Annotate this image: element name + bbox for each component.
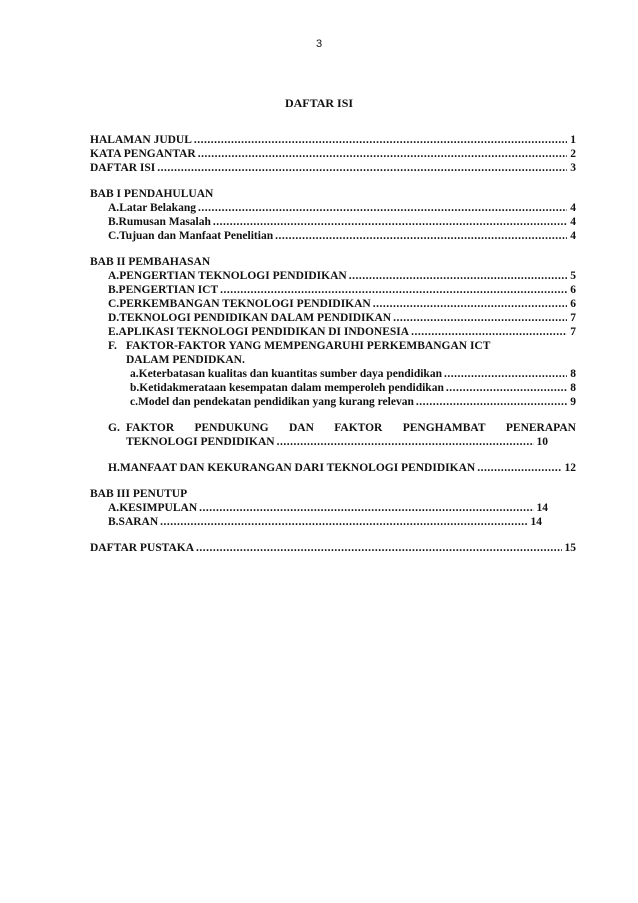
toc-entry-daftar-isi[interactable] xyxy=(90,161,576,175)
dot-leader xyxy=(220,283,567,297)
toc-entry-page: 15 xyxy=(564,542,576,554)
dot-leader xyxy=(349,269,568,283)
toc-entry-page: 14 xyxy=(530,516,542,528)
toc-entry-bab2-f-continued: DALAM PENDIDKAN. xyxy=(126,354,245,366)
dot-leader xyxy=(194,133,567,147)
toc-entry-letter: C. xyxy=(108,230,120,242)
toc-entry-page: 7 xyxy=(570,326,576,338)
toc-entry-bab3-a[interactable] xyxy=(90,501,548,515)
toc-entry-halaman-judul[interactable] xyxy=(90,133,576,147)
toc-entry-label: TEKNOLOGI PENDIDIKAN DALAM PENDIDIKAN xyxy=(119,312,392,324)
toc-entry-daftar-pustaka[interactable] xyxy=(90,541,576,555)
chapter-heading-bab-1: BAB I PENDAHULUAN xyxy=(90,188,214,200)
chapter-heading-bab-2: BAB II PEMBAHASAN xyxy=(90,256,211,268)
toc-entry-label: PENGERTIAN TEKNOLOGI PENDIDIKAN xyxy=(119,270,347,282)
toc-word: PENGHAMBAT xyxy=(402,422,486,434)
dot-leader xyxy=(446,381,567,395)
toc-entry-bab2-d[interactable] xyxy=(90,311,576,325)
toc-entry-label: HALAMAN JUDUL xyxy=(90,134,192,146)
toc-entry-label: KATA PENGANTAR xyxy=(90,148,196,160)
toc-entry-label: Model dan pendekatan pendidikan yang kurang relevan xyxy=(137,396,414,408)
toc-entry-label: APLIKASI TEKNOLOGI PENDIDIKAN DI INDONESIA xyxy=(118,326,410,338)
toc-entry-label: DAFTAR PUSTAKA xyxy=(90,542,195,554)
toc-entry-bab2-f[interactable] xyxy=(90,339,576,353)
toc-entry-label: Keterbatasan kualitas dan kuantitas sumber daya pendidikan xyxy=(138,368,442,380)
toc-entry-letter: B. xyxy=(108,284,119,296)
toc-entry-label: MANFAAT DAN KEKURANGAN DARI TEKNOLOGI PENDIDIKAN xyxy=(119,462,476,474)
toc-word: FAKTOR xyxy=(334,422,383,434)
toc-entry-page: 7 xyxy=(570,312,576,324)
toc-entry-letter: c. xyxy=(130,396,138,408)
dot-leader xyxy=(393,311,567,325)
toc-entry-page: 8 xyxy=(570,382,576,394)
dot-leader xyxy=(444,367,567,381)
page-title: DAFTAR ISI xyxy=(284,96,354,110)
dot-leader xyxy=(198,147,568,161)
toc-word: DAN xyxy=(288,422,314,434)
toc-subentry-bab2-f-c[interactable] xyxy=(90,395,576,409)
toc-word: FAKTOR xyxy=(126,422,175,434)
toc-entry-letter: H. xyxy=(108,462,120,474)
toc-entry-page: 5 xyxy=(570,270,576,282)
toc-entry-page: 10 xyxy=(536,436,548,448)
toc-entry-letter: G. xyxy=(108,422,120,434)
toc-entry-letter: D. xyxy=(108,312,120,324)
toc-entry-page: 12 xyxy=(564,462,576,474)
toc-entry-kata-pengantar[interactable] xyxy=(90,147,576,161)
toc-entry-letter: b. xyxy=(130,382,140,394)
toc-entry-label xyxy=(126,421,576,435)
toc-entry-bab2-g-continued[interactable] xyxy=(90,435,548,449)
dot-leader xyxy=(275,229,567,243)
toc-entry-page: 4 xyxy=(570,202,576,214)
toc-entry-letter: A. xyxy=(108,270,120,282)
toc-subentry-bab2-f-a[interactable] xyxy=(90,367,576,381)
toc-entry-bab1-b[interactable] xyxy=(90,215,576,229)
toc-entry-letter: A. xyxy=(108,502,120,514)
toc-entry-label: DAFTAR ISI xyxy=(90,162,156,174)
toc-entry-label: SARAN xyxy=(118,516,159,528)
dot-leader xyxy=(160,515,527,529)
table-of-contents xyxy=(90,133,576,555)
toc-word: PENDUKUNG xyxy=(194,422,269,434)
toc-entry-letter: B. xyxy=(108,216,119,228)
toc-subentry-bab2-f-b[interactable] xyxy=(90,381,576,395)
toc-entry-bab2-h[interactable] xyxy=(90,461,576,475)
toc-entry-label: PERKEMBANGAN TEKNOLOGI PENDIDIKAN xyxy=(119,298,371,310)
toc-entry-page: 6 xyxy=(570,284,576,296)
toc-entry-bab3-b[interactable] xyxy=(90,515,542,529)
toc-entry-label: Ketidakmerataan kesempatan dalam memperoleh pendidikan xyxy=(139,382,444,394)
toc-entry-label: Latar Belakang xyxy=(119,202,196,214)
dot-leader xyxy=(198,201,567,215)
dot-leader xyxy=(416,395,567,409)
toc-entry-label: TEKNOLOGI PENDIDIKAN xyxy=(126,436,275,448)
toc-entry-page: 9 xyxy=(570,396,576,408)
page-number: 3 xyxy=(315,38,323,50)
toc-entry-letter: B. xyxy=(108,516,119,528)
toc-entry-label: KESIMPULAN xyxy=(119,502,198,514)
toc-entry-bab1-a[interactable] xyxy=(90,201,576,215)
toc-entry-page: 4 xyxy=(570,216,576,228)
dot-leader xyxy=(199,501,533,515)
toc-entry-letter: C. xyxy=(108,298,120,310)
toc-entry-letter: A. xyxy=(108,202,120,214)
toc-entry-label: Tujuan dan Manfaat Penelitian xyxy=(119,230,274,242)
dot-leader xyxy=(213,215,567,229)
toc-entry-page: 6 xyxy=(570,298,576,310)
chapter-heading-bab-3: BAB III PENUTUP xyxy=(90,488,188,500)
toc-entry-bab2-b[interactable] xyxy=(90,283,576,297)
toc-entry-page: 14 xyxy=(536,502,548,514)
toc-entry-label: Rumusan Masalah xyxy=(118,216,211,228)
dot-leader xyxy=(373,297,568,311)
toc-entry-page: 3 xyxy=(570,162,576,174)
toc-entry-page: 8 xyxy=(570,368,576,380)
toc-entry-letter: E. xyxy=(108,326,119,338)
toc-entry-bab1-c[interactable] xyxy=(90,229,576,243)
toc-entry-label: FAKTOR-FAKTOR YANG MEMPENGARUHI PERKEMBANGAN ICT xyxy=(126,340,491,352)
toc-entry-page: 2 xyxy=(570,148,576,160)
dot-leader xyxy=(277,435,534,449)
dot-leader xyxy=(411,325,567,339)
toc-entry-bab2-c[interactable] xyxy=(90,297,576,311)
toc-entry-bab2-a[interactable] xyxy=(90,269,576,283)
toc-entry-bab2-e[interactable] xyxy=(90,325,576,339)
toc-entry-page: 4 xyxy=(570,230,576,242)
toc-entry-page: 1 xyxy=(570,134,576,146)
toc-entry-bab2-g[interactable] xyxy=(90,421,576,435)
toc-word: PENERAPAN xyxy=(505,422,576,434)
toc-entry-label: PENGERTIAN ICT xyxy=(118,284,219,296)
dot-leader xyxy=(157,161,567,175)
toc-entry-letter: a. xyxy=(130,368,139,380)
dot-leader xyxy=(477,461,561,475)
dot-leader xyxy=(196,541,561,555)
toc-entry-letter: F. xyxy=(108,340,117,352)
